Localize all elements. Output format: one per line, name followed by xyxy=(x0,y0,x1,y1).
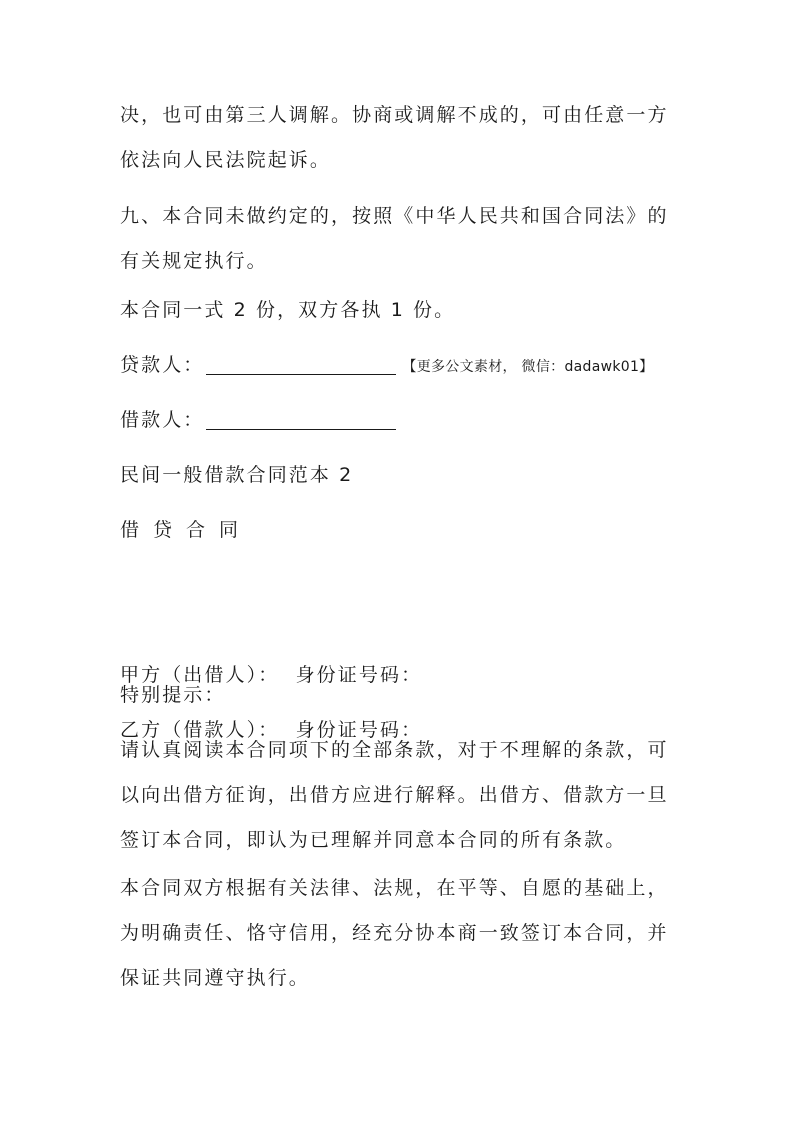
text-line: 决，也可由第三人调解。协商或调解不成的，可由任意一方 xyxy=(120,104,669,126)
text-line: 以向出借方征询，出借方应进行解释。出借方、借款方一旦 xyxy=(120,784,669,806)
clause-9 xyxy=(120,194,680,284)
special-notice-label xyxy=(120,673,680,718)
preamble-paragraph xyxy=(120,866,680,1001)
lender-signature-blank xyxy=(206,348,396,375)
contract-title xyxy=(120,508,680,553)
text-line: 乙方（借款人）： 身份证号码： xyxy=(120,719,423,741)
lender-note: 【更多公文素材， 微信：dadawk01】 xyxy=(402,359,654,375)
text-line: 本合同双方根据有关法律、法规，在平等、自愿的基础上， xyxy=(120,877,669,899)
text-line: 有关规定执行。 xyxy=(120,250,268,272)
text-line: 为明确责任、恪守信用，经充分协本商一致签订本合同，并 xyxy=(120,922,669,944)
clause-8-continuation xyxy=(120,93,680,183)
text-line: 借贷合同 xyxy=(120,519,253,541)
copies-statement xyxy=(120,288,680,333)
borrower-signature-line xyxy=(120,398,680,443)
text-line: 本合同一式 2 份，双方各执 1 份。 xyxy=(120,299,456,321)
text-line: 依法向人民法院起诉。 xyxy=(120,149,332,171)
text-line: 签订本合同，即认为已理解并同意本合同的所有条款。 xyxy=(120,829,627,851)
lender-label: 贷款人： xyxy=(120,354,205,376)
borrower-label: 借款人： xyxy=(120,409,205,431)
lender-signature-line xyxy=(120,343,680,390)
special-notice-text xyxy=(120,728,680,863)
text-line: 甲方（出借人）： 身份证号码： xyxy=(120,664,423,686)
text-line: 特别提示： xyxy=(120,684,226,706)
text-line: 请认真阅读本合同项下的全部条款，对于不理解的条款，可 xyxy=(120,739,669,761)
borrower-signature-blank xyxy=(206,403,396,430)
text-line: 民间一般借款合同范本 2 xyxy=(120,464,354,486)
sample-2-heading xyxy=(120,453,680,498)
text-line: 九、本合同未做约定的，按照《中华人民共和国合同法》的 xyxy=(120,205,669,227)
text-line: 保证共同遵守执行。 xyxy=(120,967,310,989)
